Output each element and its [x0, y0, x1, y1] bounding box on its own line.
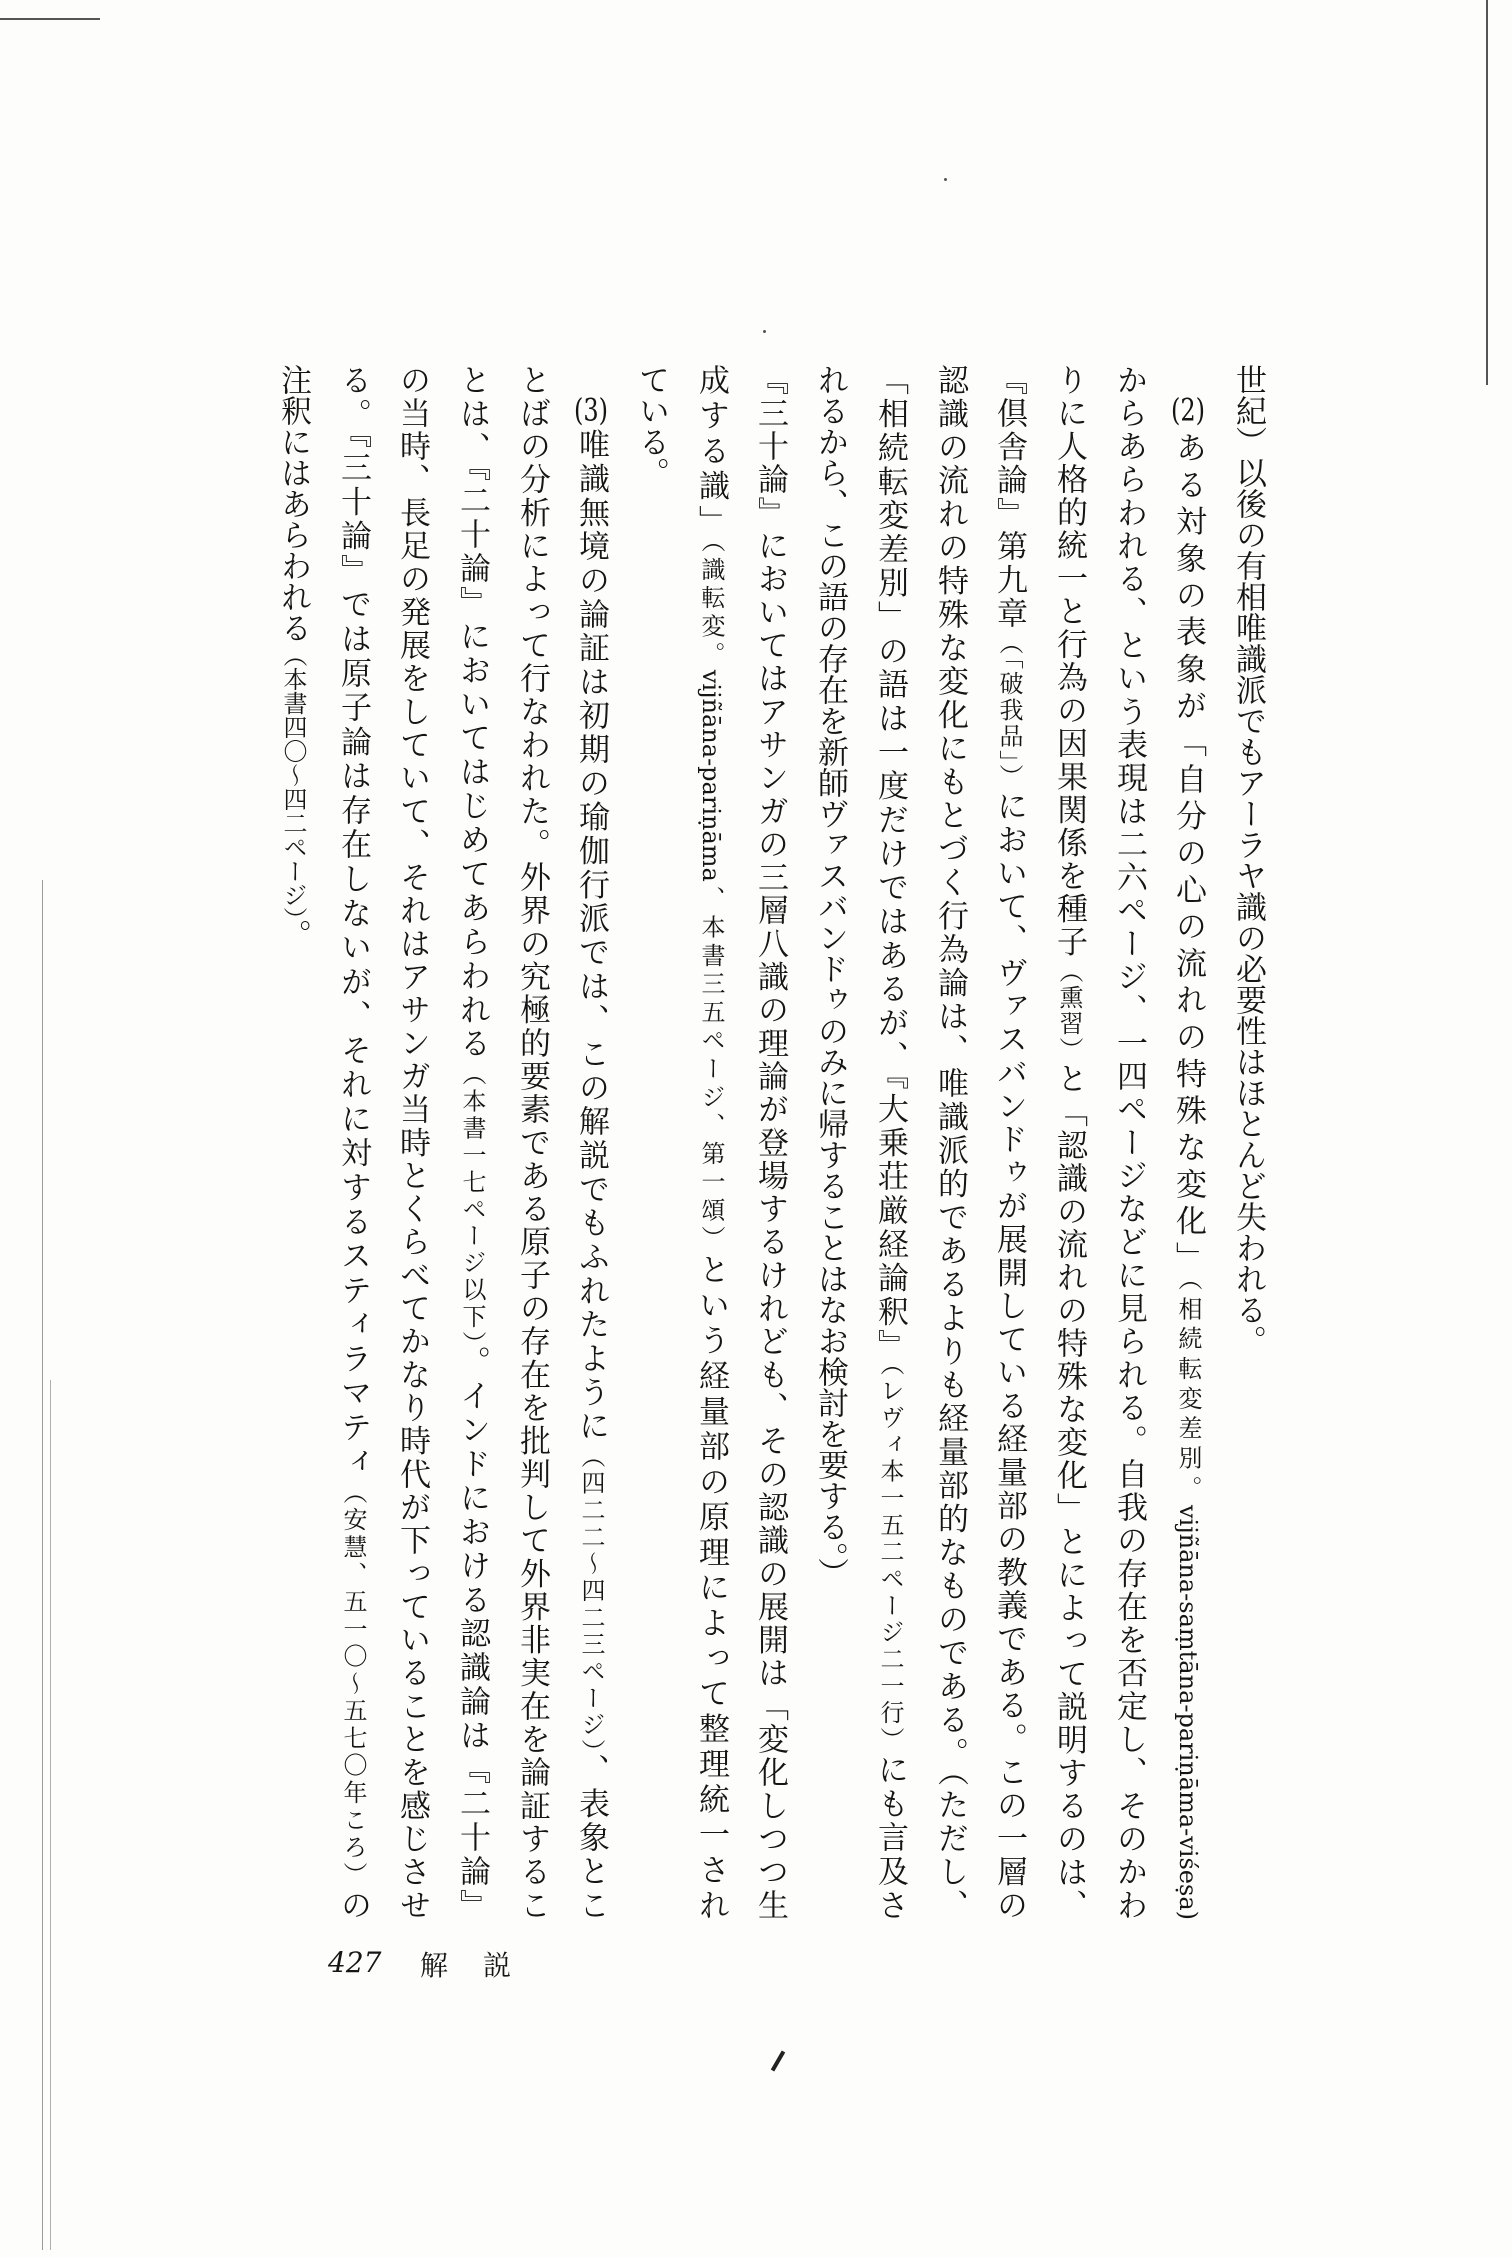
text-run: とは、『二十論』においてはじめてあらわれる [454, 364, 490, 1062]
scan-dot [763, 330, 766, 333]
text-run: れるから、この語の存在を新師ヴァスバンドゥのみに帰することはなお検討を要する。） [812, 364, 848, 1589]
text-line-02 [1168, 364, 1208, 1920]
text-run: にも言及さ [872, 1753, 908, 1921]
scan-edge-line-top [0, 18, 100, 20]
text-line-04 [1049, 364, 1089, 1920]
inline-annotation: （熏習） [1055, 958, 1083, 1063]
text-run: 、表象とこ [573, 1753, 609, 1921]
text-run: の [335, 1889, 371, 1920]
inline-annotation: （レヴィ本一五二ページ二一行） [876, 1363, 904, 1754]
inline-annotation: （本書四〇～四二ページ） [279, 643, 307, 919]
text-line-03 [1109, 364, 1149, 1920]
text-run: 。インドにおける認識論は『二十論』 [454, 1345, 490, 1921]
scan-edge-line-right [1486, 0, 1488, 385]
text-run: 「相続転変差別」の語は一度だけではあるが、『大乗荘厳経論釈』 [872, 364, 908, 1364]
scan-edge-line-left-2 [50, 1380, 51, 2250]
text-run: ている。 [633, 364, 669, 488]
text-run: 世紀）以後の有相唯識派でもアーラヤ識の必要性はほとんど失われる。 [1230, 364, 1266, 1356]
paragraph-number: (3) [573, 395, 609, 426]
inline-annotation: （本書一七ページ以下） [458, 1061, 486, 1346]
text-line-09 [750, 364, 790, 1920]
text-line-16 [333, 364, 373, 1920]
text-run: 注釈にはあらわれる [275, 364, 311, 643]
page-number: 427 [328, 1946, 382, 1979]
text-line-01 [1228, 364, 1268, 1920]
text-line-17 [273, 364, 313, 1920]
text-line-10 [691, 364, 731, 1920]
text-line-07 [870, 364, 910, 1920]
text-run: 唯識無境の論証は初期の瑜伽行派では、この解説でもふれたように [573, 428, 609, 1444]
text-line-06 [930, 364, 970, 1920]
text-line-13 [512, 364, 552, 1920]
inline-annotation: （「破我品」） [995, 630, 1023, 791]
text-run: という経量部の原理によって整理統一され [693, 1253, 729, 1921]
text-run: の当時、長足の発展をしていて、それはアサンガ当時とくらべてかなり時代が下っていることを感じさせ [394, 364, 430, 1920]
text-run: とばの分析によって行なわれた。外界の究極的要素である原子の存在を批判して外界非実在を論証するこ [514, 364, 550, 1920]
running-title: 解説 [420, 1949, 547, 1982]
inline-annotation: （識転変。vijñāna-pariṇāma、本書三五ページ、第一頌） [697, 540, 725, 1254]
paragraph-number: (2) [1170, 395, 1206, 426]
text-run: において、ヴァスバンドゥが展開している経量部の教義である。この一層の [991, 790, 1027, 1921]
text-line-14 [452, 364, 492, 1920]
pen-mark [771, 2050, 785, 2071]
inline-annotation: （相続転変差別。vijñāna-saṃtāna-pariṇāma-viśeṣa) [1174, 1278, 1202, 1920]
text-line-15 [392, 364, 432, 1920]
scan-dot [944, 178, 947, 181]
text-run: 成する識」 [693, 364, 729, 541]
text-run: りに人格的統一と行為の因果関係を種子 [1051, 364, 1087, 959]
text-line-11 [631, 364, 671, 1920]
text-run: る。『三十論』では原子論は存在しないが、それに対するスティラマティ [335, 364, 371, 1480]
text-run: 。 [275, 919, 311, 950]
text-run: と「認識の流れの特殊な変化」とによって説明するのは、 [1051, 1062, 1087, 1921]
scan-edge-line-left [42, 880, 43, 2250]
text-line-05 [989, 364, 1029, 1920]
text-run: 『三十論』においてはアサンガの三層八識の理論が登場するけれども、その認識の展開は「変化しつつ生 [752, 364, 788, 1920]
text-run: からあらわれる、という表現は二六ページ、一四ページなどに見られる。自我の存在を否定し、そのかわ [1111, 364, 1147, 1920]
text-line-08 [810, 364, 850, 1920]
text-line-12 [571, 364, 611, 1920]
inline-annotation: （四二二～四二三ページ） [577, 1443, 605, 1754]
text-run: ある対象の表象が「自分の心の流れの特殊な変化」 [1170, 431, 1206, 1279]
inline-annotation: （安慧、五一〇～五七〇年ころ） [339, 1479, 367, 1889]
text-run: 『倶舎論』第九章 [991, 364, 1027, 631]
text-run: 認識の流れの特殊な変化にもとづく行為論は、唯識派的であるよりも経量部的なものである。（ただし、 [932, 364, 968, 1920]
